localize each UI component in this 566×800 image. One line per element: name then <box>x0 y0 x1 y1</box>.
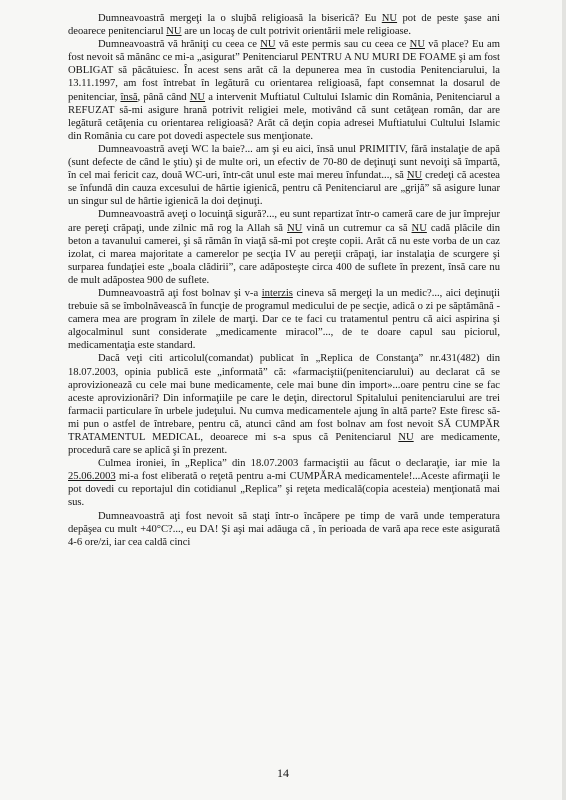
paragraph <box>68 510 500 549</box>
paragraph <box>68 352 500 457</box>
text-run: Dumneavoastră aţi fost nevoit să staţi într-o încăpere pe timp de vară unde temperatura depăşea cu mult +40°C?..., eu DA! Şi aşi mai adăuga că , în perioada de vară apa rece este asigurată 4-6 ore/zi, iar cea caldă cinci <box>68 510 500 548</box>
text-run: pot de peste şase ani deoarece penitenciarul <box>68 13 500 38</box>
text-run: are medicamente, procedură care se aplică şi în prezent. <box>68 432 501 457</box>
text-run: credeţi că acestea se înfundă din cauza excesului de hârtie igienică, pentru că Penitenciarul are „grijă” să asigure lunar un singur sul de hârtie igienică la doi deţinuţi. <box>68 170 500 208</box>
scan-edge <box>562 0 566 800</box>
paragraph <box>68 287 500 352</box>
underlined-text: NU <box>189 91 206 103</box>
text-run: Dumneavoastră mergeţi la o slujbă religioasă la biserică? Eu <box>98 13 382 24</box>
text-run: Dumneavoastră aveţi WC la baie?... am şi eu aici, însă unul PRIMITIV, fără instalaţie de apă (sunt defecte de când le ştiu) şi de multe ori, un efectiv de 70-80 de deţinuţi sunt nevoiţi să împartă, în cel mai fericit caz, două WC-uri, într-cât unul este mai mereu înfundat..., să <box>68 143 500 182</box>
text-run: cadă plăcile din beton a tavanului camerei, şi să rămân în viaţă să-mi pot creşte copii. Arăt că nu este vorba de un caz izolat, ci marea majoritate a camerelor pe secţia IV au pereţii crăpaţi, iar instalaţia de scurgere şi surparea fundaţiei este „boala clădirii”, care adăposteşte circa 400 de suflete în prezent, însă care nu de mult adăpostea 900 de suflete. <box>68 222 500 286</box>
text-run: mi-a fost eliberată o reţetă pentru a-mi CUMPĂRA medicamentele!...Aceste afirmaţii le pot dovedi cu reportajul din cotidianul „Replica” şi reţeta medicală(copia acesteia) menţionată mai sus. <box>68 471 500 509</box>
text-run: vă este permis sau cu ceea ce <box>275 39 410 51</box>
text-run: vină un cutremur ca să <box>302 222 412 234</box>
paragraph <box>68 457 500 509</box>
text-run: Dumneavoastră aţi fost bolnav şi v-a <box>98 287 262 299</box>
text-run: cineva să mergeţi la un medic?..., aici deţinuţii trebuie să se îmbolnăvească în funcţie de programul medicului de pe secţie, adică o zi pe săptămână -camera mea are program în zilele de marţi. Dar ce te faci cu tratamentul pentru că aici aspirina şi algocalminul sunt considerate „medicamente miracol”..., de te doare capul sau piciorul, medicamentaţia este standard. <box>68 287 500 352</box>
underlined-text: NU <box>287 222 303 234</box>
underlined-text: NU <box>406 170 423 182</box>
underlined-text: NU <box>381 13 398 24</box>
underlined-text: însă <box>120 91 138 103</box>
paragraph <box>68 38 500 143</box>
underlined-text: NU <box>409 39 425 51</box>
paragraph <box>68 143 500 208</box>
text-run: vă place? Eu am fost nevoit să mănânc ce mi-a „asigurat” Penitenciarul PENTRU A NU MURI DE FOAME şi am fost OBLIGAT să păcătuiesc. În acest sens arăt că la depunerea mea în custodia Penitenciarului, la 13.11.1997, am fost întrebat în legătură cu orientarea religioasă, fapt consemnat la dosarul de penitenciar, <box>68 39 500 103</box>
underlined-text: 25.06.2003 <box>68 471 116 483</box>
paragraph <box>68 12 500 38</box>
text-run: are un locaş de cult potrivit orientării mele religioase. <box>181 26 411 38</box>
underlined-text: NU <box>260 39 276 51</box>
underlined-text: interzis <box>261 287 293 299</box>
text-run: Culmea ironiei, în „Replica” din 18.07.2003 farmaciştii au făcut o declaraţie, iar mie la <box>98 458 500 470</box>
text-run: a intervenit Muftiatul Cultului Islamic din România, Penitenciarul a REFUZAT să-mi asigure hrană potrivit religiei mele, motivând că sunt cetăţean român, dar are legătură cetăţenia cu orientarea religioasă? Arăt că deţin copia adresei Muftiatului Cultului Islamic din România cu care pot dovedi aspectele sus menţionate. <box>68 91 500 142</box>
underlined-text: NU <box>411 222 427 234</box>
body-text <box>68 12 500 549</box>
paragraph <box>68 208 500 287</box>
underlined-text: NU <box>166 26 182 38</box>
page-number: 14 <box>277 766 289 780</box>
text-run: , până când <box>137 91 190 103</box>
text-run: Dumneavoastră aveţi o locuinţă sigură?..., eu sunt repartizat într-o cameră care de jur împrejur are pereţi crăpaţi, unde zilnic mă rog la Allah să <box>68 209 500 234</box>
text-run: Dacă veţi citi articolul(comandat) publicat în „Replica de Constanţa” nr.431(482) din 18.07.2003, opinia publică este „informată” că: «farmaciştii(penitenciarului) au declarat că se aprovizionează cu cele mai bune medicamente, cele mai bune din import»...oare pentru cine se fac aceste aprovizionări? Din informaţiile pe care le deţin, directorul Spitalului penitenciarului are trei farmacii particulare în urbele judeţului. Nu cumva medicamentele ajung în altă parte? Este firesc să-mi pun o astfel de întrebare, pentru că, atunci când am fost bolnav am fost nevoit SĂ CUMPĂR TRATAMENTUL MEDICAL, deoarece mi s-a spus că Penitenciarul <box>68 353 500 443</box>
underlined-text: NU <box>398 432 414 443</box>
text-run: Dumneavoastră vă hrăniţi cu ceea ce <box>98 39 261 51</box>
